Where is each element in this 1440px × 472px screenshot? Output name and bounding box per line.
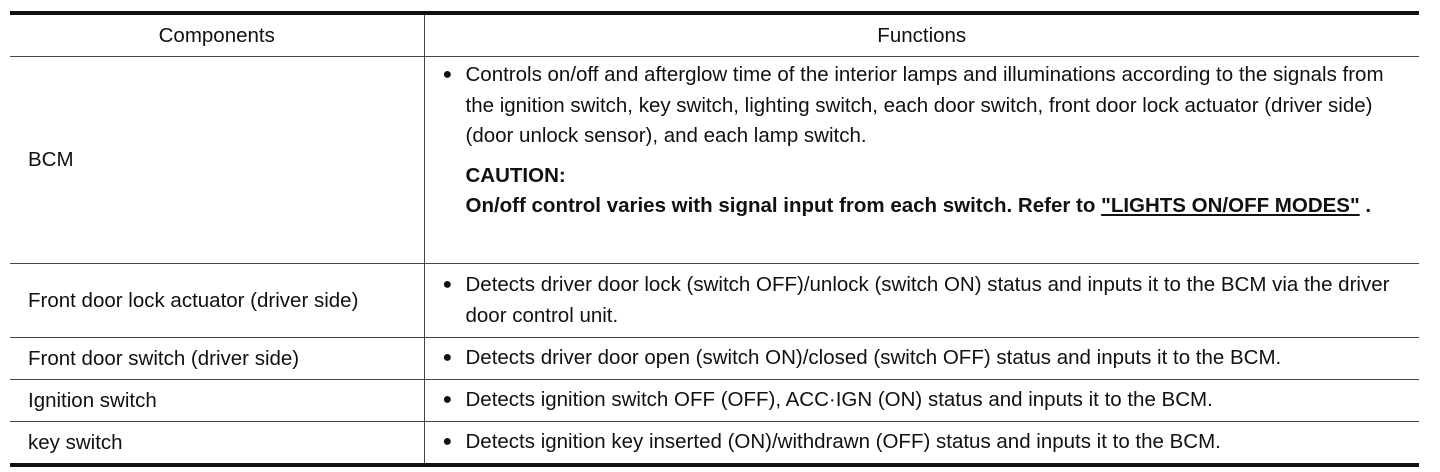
function-text: Controls on/off and afterglow time of the interior lamps and illuminations according to the signals from the ignition switch, key switch, lighting switch, each door switch, front door lock actuator (driver side) (door unlock sensor), and each lamp switch.	[465, 63, 1384, 147]
caution-text: On/off control varies with signal input from each switch. Refer to	[465, 194, 1102, 217]
function-item	[443, 385, 1412, 416]
function-cell	[424, 57, 1419, 264]
component-cell: Front door lock actuator (driver side)	[10, 264, 424, 338]
bullet-icon: ●	[442, 433, 453, 451]
function-text: Detects driver door lock (switch OFF)/unlock (switch ON) status and inputs it to the BCM via the driver door control unit.	[465, 273, 1390, 327]
component-cell: BCM	[10, 57, 424, 264]
function-text: Detects ignition switch OFF (OFF), ACC·IGN (ON) status and inputs it to the BCM.	[465, 388, 1213, 412]
component-cell: Ignition switch	[10, 380, 424, 422]
function-item	[443, 343, 1412, 374]
function-cell	[424, 264, 1419, 338]
table-row	[10, 57, 1419, 264]
table-row	[10, 264, 1419, 338]
header-functions: Functions	[424, 13, 1419, 57]
function-item	[443, 270, 1412, 331]
function-item	[443, 60, 1412, 152]
caution-end: .	[1359, 194, 1372, 217]
header-components: Components	[10, 13, 424, 57]
bullet-icon: ●	[442, 276, 453, 293]
bullet-icon: ●	[442, 349, 453, 367]
bullet-icon: ●	[442, 66, 453, 83]
table-row	[10, 422, 1419, 466]
header-row	[10, 13, 1419, 57]
caution-title: CAUTION:	[465, 163, 566, 187]
function-cell	[424, 338, 1419, 380]
components-functions-table	[10, 11, 1419, 467]
bullet-icon: ●	[442, 391, 453, 409]
lights-on-off-modes-link[interactable]: "LIGHTS ON/OFF MODES"	[1101, 194, 1360, 217]
table-row	[10, 338, 1419, 380]
caution-note	[466, 191, 1412, 222]
component-cell: key switch	[10, 422, 424, 466]
component-cell: Front door switch (driver side)	[10, 338, 424, 380]
table-row	[10, 380, 1419, 422]
function-cell	[424, 380, 1419, 422]
function-text: Detects ignition key inserted (ON)/withdrawn (OFF) status and inputs it to the BCM.	[465, 430, 1221, 454]
function-text: Detects driver door open (switch ON)/closed (switch OFF) status and inputs it to the BCM.	[465, 346, 1282, 370]
function-cell	[424, 422, 1419, 466]
function-item	[443, 427, 1412, 458]
